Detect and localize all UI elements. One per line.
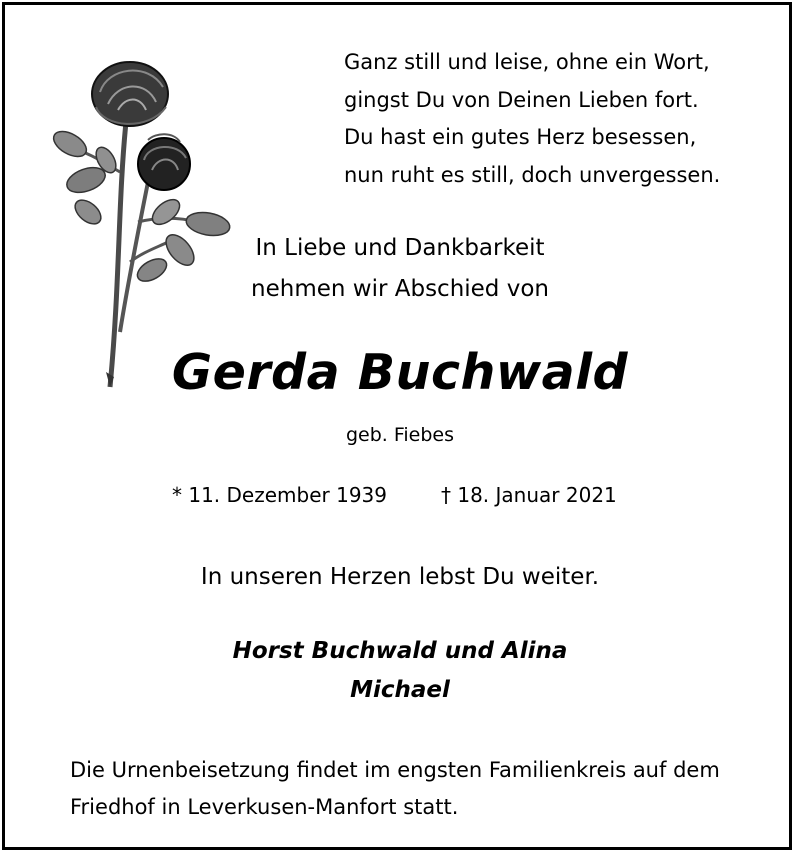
deceased-name: Gerda Buchwald [171, 344, 629, 401]
farewell-intro [200, 228, 600, 310]
burial-notice [70, 752, 720, 826]
poem-line: gingst Du von Deinen Lieben fort. [344, 87, 699, 112]
birth-date: * 11. Dezember 1939 [172, 483, 387, 507]
birth-name: geb. Fiebes [345, 424, 455, 446]
mourners [0, 632, 800, 710]
poem-line: Ganz still und leise, ohne ein Wort, [344, 50, 710, 74]
memorial-motto: In unseren Herzen lebst Du weiter. [200, 564, 600, 590]
poem [344, 44, 720, 194]
intro-line: nehmen wir Abschied von [251, 276, 549, 302]
mourner-line: Michael [350, 677, 450, 703]
intro-line: In Liebe und Dankbarkeit [255, 235, 545, 261]
death-date: † 18. Januar 2021 [441, 483, 617, 507]
poem-line: nun ruht es still, doch unvergessen. [344, 162, 721, 187]
notice-line: Die Urnenbeisetzung findet im engsten Familienkreis auf dem [70, 758, 720, 782]
notice-line: Friedhof in Leverkusen-Manfort statt. [70, 795, 459, 819]
poem-line: Du hast ein gutes Herz besessen, [344, 125, 697, 149]
mourner-line: Horst Buchwald und Alina [232, 638, 568, 664]
